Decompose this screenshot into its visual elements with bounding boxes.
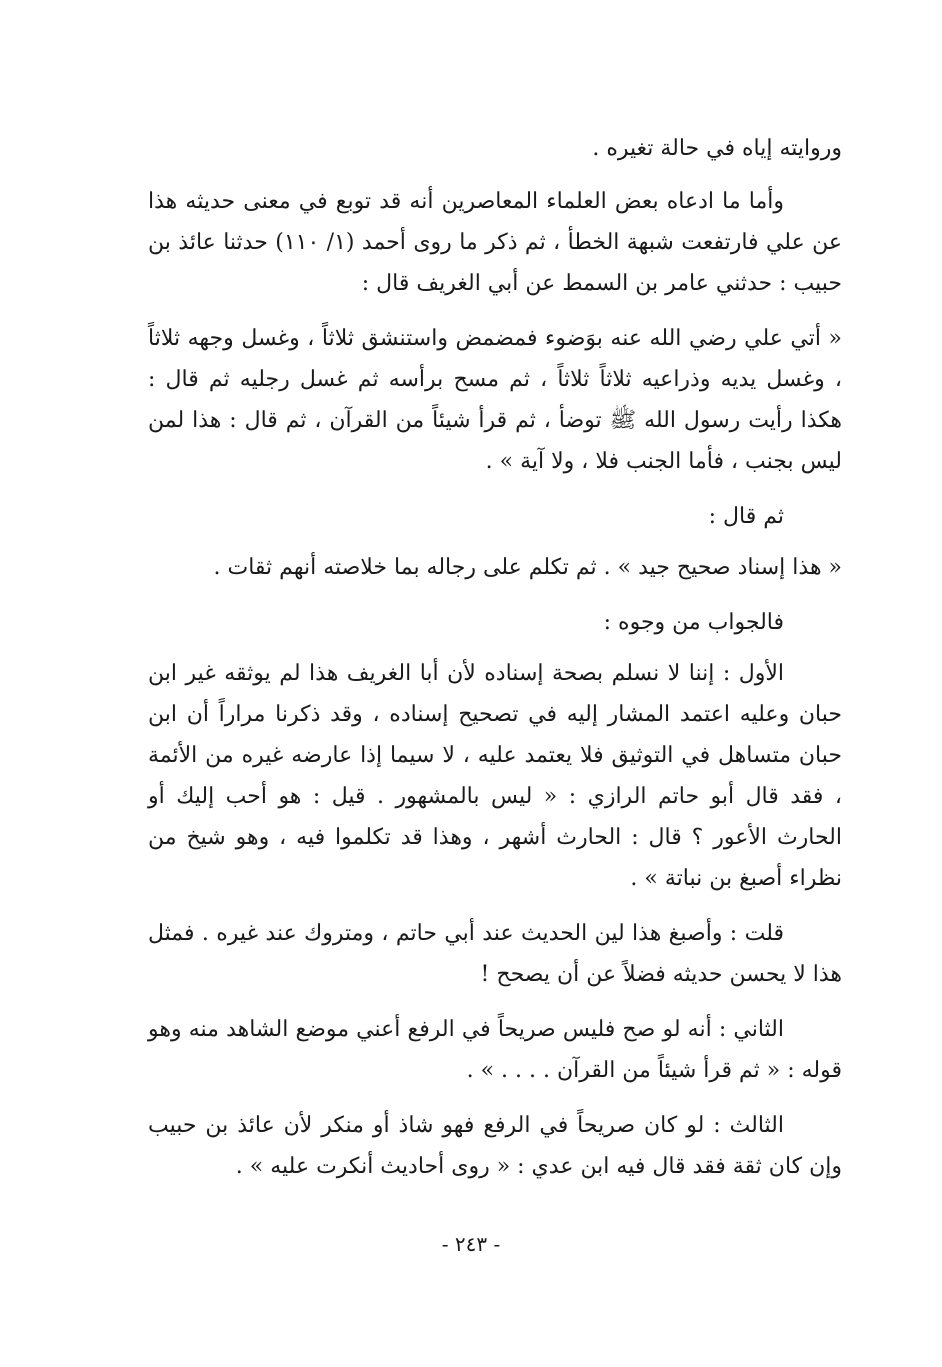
paragraph-6: فالجواب من وجوه : <box>603 610 784 635</box>
paragraph-4: ثم قال : <box>708 504 784 529</box>
page-number: - ٢٤٣ - <box>441 1232 501 1256</box>
paragraph-8: قلت : وأصبغ هذا لين الحديث عند أبي حاتم ، ومتروك عند غيره . فمثل هذا لا يحسن حديثه فضلاً عن أن يصحح ! <box>148 921 842 987</box>
paragraph-2: وأما ما ادعاه بعض العلماء المعاصرين أنه قد توبع في معنى حديثه هذا عن علي فارتفعت شبهة الخطأ ، ثم ذكر ما روى أحمد (١/ ١١٠) حدثنا عائذ بن حبيب : حدثني عامر بن السمط عن أبي الغريف قال : <box>148 189 842 296</box>
paragraph-7: الأول : إننا لا نسلم بصحة إسناده لأن أبا الغريف هذا لم يوثقه غير ابن حبان وعليه اعتمد المشار إليه في تصحيح إسناده ، وقد ذكرنا مراراً أن ابن حبان متساهل في التوثيق فلا يعتمد عليه ، لا سيما إذا عارضه غيره من الأئمة ، فقد قال أبو حاتم الرازي : « ليس بالمشهور . قيل : هو أحب إليك أو الحارث الأعور ؟ قال : الحارث أشهر ، وهذا قد تكلموا فيه ، وهو شيخ من نظراء أصبغ بن نباتة » . <box>148 661 842 891</box>
quote-paragraph-2: « هذا إسناد صحيح جيد » . ثم تكلم على رجاله بما خلاصته أنهم ثقات . <box>213 555 842 580</box>
page-body <box>148 128 842 1201</box>
quote-paragraph: « أتي علي رضي الله عنه بوَضوء فمضمض واستنشق ثلاثاً ، وغسل وجهه ثلاثاً ، وغسل يديه وذراعيه ثلاثاً ثلاثاً ، ثم مسح برأسه ثم غسل رجليه ثم قال : هكذا رأيت رسول الله ﷺ توضأ ، ثم قرأ شيئاً من القرآن ، ثم قال : هذا لمن ليس بجنب ، فأما الجنب فلا ، ولا آية » . <box>148 326 842 474</box>
paragraph-10: الثالث : لو كان صريحاً في الرفع فهو شاذ أو منكر لأن عائذ بن حبيب وإن كان ثقة فقد قال فيه ابن عدي : « روى أحاديث أنكرت عليه » . <box>148 1113 842 1179</box>
paragraph-1: وروايته إياه في حالة تغيره . <box>592 136 842 161</box>
paragraph-9: الثاني : أنه لو صح فليس صريحاً في الرفع أعني موضع الشاهد منه وهو قوله : « ثم قرأ شيئاً من القرآن . . . . » . <box>148 1017 842 1083</box>
